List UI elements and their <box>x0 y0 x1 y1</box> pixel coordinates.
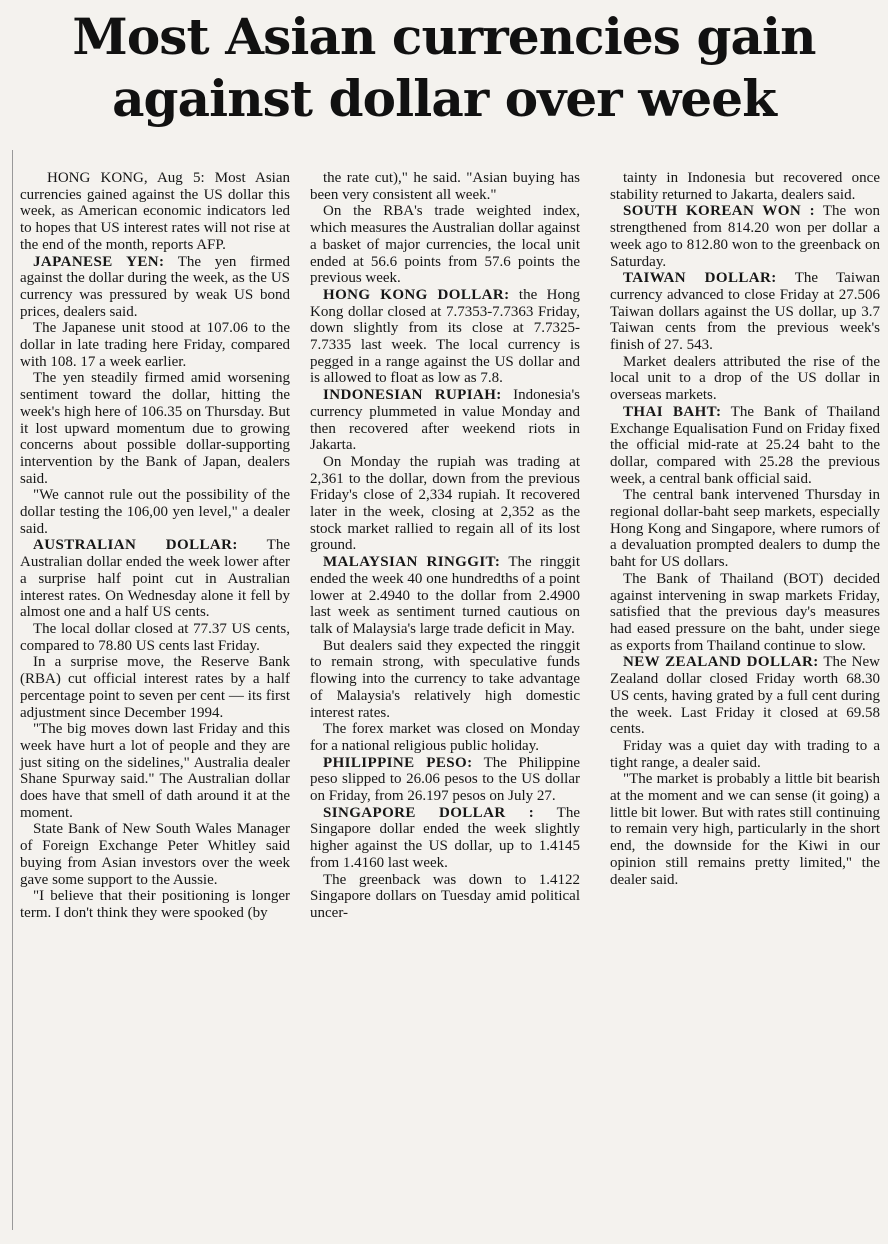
article-paragraph <box>610 354 880 404</box>
paragraph-text: On the RBA's trade weighted index, which measures the Australian dollar against a basket of major currencies, the local unit ended at 56.6 points from 57.6 points the previous week. <box>310 203 580 287</box>
paragraph-text: Market dealers attributed the rise of the local unit to a drop of the US dollar in overseas markets. <box>610 353 880 404</box>
paragraph-text: State Bank of New South Wales Manager of Foreign Exchange Peter Whitley said buying from Asian investors over the week gave some support to the Aussie. <box>20 821 290 888</box>
paragraph-text: The yen steadily firmed amid worsening sentiment toward the dollar, hitting the week's high here of 106.35 on Thursday. But it lost upward momentum due to growing concerns about possible dollar-supporting intervention by the Bank of Japan, dealers said. <box>20 370 290 487</box>
article-paragraph <box>310 387 580 454</box>
paragraph-text: The Japanese unit stood at 107.06 to the dollar in late trading here Friday, compared with 108. 17 a week earlier. <box>20 320 290 370</box>
article-paragraph <box>310 203 580 287</box>
paragraph-text: On Monday the rupiah was trading at 2,361 to the dollar, down from the previous Friday's close of 2,334 rupiah. It recovered later in the week, closing at 2,352 as the stock market rallied to regain all of its lost ground. <box>310 453 580 554</box>
currency-heading: SINGAPORE DOLLAR : <box>323 804 535 821</box>
paragraph-text: But dealers said they expected the ringgit to remain strong, with speculative funds flowing into the currency to take advantage of Malaysia's relatively high domestic interest rates. <box>310 637 580 721</box>
article-paragraph <box>310 554 580 638</box>
article-paragraph <box>610 571 880 655</box>
article-paragraph <box>20 721 290 821</box>
article-paragraph <box>20 487 290 537</box>
article-column-3 <box>610 170 880 888</box>
currency-heading: AUSTRALIAN DOLLAR: <box>33 537 238 554</box>
article-paragraph <box>310 287 580 387</box>
paragraph-text: "I believe that their positioning is longer term. I don't think they were spooked (by <box>20 888 290 921</box>
currency-heading: JAPANESE YEN: <box>33 253 165 270</box>
paragraph-text: The greenback was down to 1.4122 Singapore dollars on Tuesday amid political uncer- <box>310 871 580 921</box>
article-paragraph <box>610 738 880 771</box>
paragraph-text: The Australian dollar ended the week lower after a surprise half point cut in Australian interest rates. On Wednesday alone it fell by almost one and a half US cents. <box>20 537 290 621</box>
article-paragraph <box>310 755 580 805</box>
article-paragraph <box>310 454 580 554</box>
article-column-2 <box>310 170 580 922</box>
article-paragraph <box>610 270 880 354</box>
article-paragraph <box>310 872 580 922</box>
article-paragraph <box>20 888 290 921</box>
currency-heading: HONG KONG DOLLAR: <box>323 286 510 303</box>
paragraph-text: "The big moves down last Friday and this week have hurt a lot of people and they are just siting on the sidelines," Australia dealer Shane Spurway said." The Australian dollar does have that smell of dath around it at the moment. <box>20 721 290 821</box>
article-paragraph <box>20 370 290 487</box>
article-paragraph <box>610 404 880 488</box>
currency-heading: TAIWAN DOLLAR: <box>623 270 777 287</box>
article-paragraph <box>310 805 580 872</box>
paragraph-text: the rate cut)," he said. "Asian buying has been very consistent all week." <box>310 170 580 203</box>
article-paragraph <box>610 203 880 270</box>
paragraph-text: The Taiwan currency advanced to close Friday at 27.506 Taiwan dollars against the US dollar, up 3.7 Taiwan cents from the previous week's finish of 27. 543. <box>610 270 880 354</box>
article-paragraph <box>610 487 880 571</box>
paragraph-text: The Philippine peso slipped to 26.06 pesos to the US dollar on Friday, from 26.197 pesos on July 27. <box>310 754 580 805</box>
paragraph-text: The forex market was closed on Monday for a national religious public holiday. <box>310 721 580 754</box>
paragraph-text: The New Zealand dollar closed Friday worth 68.30 US cents, having grated by a full cent during the week. Last Friday it closed at 69.58 cents. <box>610 654 880 738</box>
paragraph-text: The Bank of Thailand Exchange Equalisation Fund on Friday fixed the official mid-rate at 25.24 baht to the dollar, compared with 25.28 the previous week, a central bank official said. <box>610 403 881 487</box>
article-paragraph <box>20 537 290 621</box>
paragraph-text: Friday was a quiet day with trading to a tight range, a dealer said. <box>610 737 880 771</box>
article-paragraph <box>20 254 290 321</box>
paragraph-text: The local dollar closed at 77.37 US cents, compared to 78.80 US cents last Friday. <box>20 620 290 654</box>
article-paragraph <box>310 638 580 722</box>
paragraph-text: In a surprise move, the Reserve Bank (RBA) cut official interest rates by a half percentage point to seven per cent — its first adjustment since December 1994. <box>20 654 290 721</box>
paragraph-text: tainty in Indonesia but recovered once stability returned to Jakarta, dealers said. <box>610 170 880 203</box>
paragraph-text: "We cannot rule out the possibility of the dollar testing the 106,00 yen level," a dealer said. <box>20 487 290 537</box>
paragraph-text: HONG KONG, Aug 5: Most Asian currencies gained against the US dollar this week, as American economic indicators led to hopes that US interest rates will not rise at the end of the month, reports AFP. <box>20 170 290 253</box>
article-paragraph <box>20 320 290 370</box>
currency-heading: THAI BAHT: <box>623 403 722 420</box>
article-paragraph <box>610 654 880 738</box>
paragraph-text: "The market is probably a little bit bearish at the moment and we can sense (it going) a little bit lower. But with rates still continuing to remain very high, particularly in the short end, the downside for the Kiwi in our opinion still remains pretty limited," the dealer said. <box>610 771 880 888</box>
paragraph-text: Indonesia's currency plummeted in value Monday and then recovered after weekend riots in Jakarta. <box>310 387 581 454</box>
article-paragraph <box>20 654 290 721</box>
article-paragraph <box>310 170 580 203</box>
paragraph-text: The Bank of Thailand (BOT) decided against intervening in swap markets Friday, satisfied that the previous day's measures had eased pressure on the baht, under siege as exports from Thailand continue to slow. <box>610 570 880 654</box>
article-paragraph <box>310 721 580 754</box>
article-column-1 <box>20 170 290 922</box>
paragraph-text: The central bank intervened Thursday in regional dollar-baht seep markets, especially Hong Kong and Singapore, where rumors of a devaluation prompted dealers to dump the baht for US dollars. <box>610 487 880 571</box>
paragraph-text: The ringgit ended the week 40 one hundredths of a point lower at 2.4940 to the dollar from 2.4900 last week as sentiment turned cautious on talk of Malaysia's large trade deficit in May. <box>310 554 581 637</box>
paragraph-text: the Hong Kong dollar closed at 7.7353-7.7363 Friday, down slightly from its close at 7.7325-7.7335 last week. The local currency is pegged in a range against the US dollar and is allowed to float as low as 7.8. <box>310 286 580 387</box>
article-paragraph <box>20 170 290 254</box>
article-paragraph <box>610 170 880 203</box>
article-paragraph <box>610 771 880 888</box>
paragraph-text: The yen firmed against the dollar during the week, as the US currency was pressured by weak US bond prices, dealers said. <box>20 253 290 320</box>
article-paragraph <box>20 821 290 888</box>
article-paragraph <box>20 621 290 654</box>
currency-heading: PHILIPPINE PESO: <box>323 754 473 771</box>
currency-heading: MALAYSIAN RINGGIT: <box>323 554 501 571</box>
currency-heading: INDONESIAN RUPIAH: <box>323 387 502 404</box>
currency-heading: SOUTH KOREAN WON : <box>623 203 815 220</box>
column-rule <box>12 150 13 1230</box>
paragraph-text: The Singapore dollar ended the week slightly higher against the US dollar, up to 1.4145 from 1.4160 last week. <box>310 804 580 871</box>
headline: Most Asian currencies gain against dollar over week <box>72 7 816 128</box>
currency-heading: NEW ZEALAND DOLLAR: <box>623 654 819 671</box>
paragraph-text: The won strengthened from 814.20 won per dollar a week ago to 812.80 won to the greenback on Saturday. <box>610 203 880 270</box>
